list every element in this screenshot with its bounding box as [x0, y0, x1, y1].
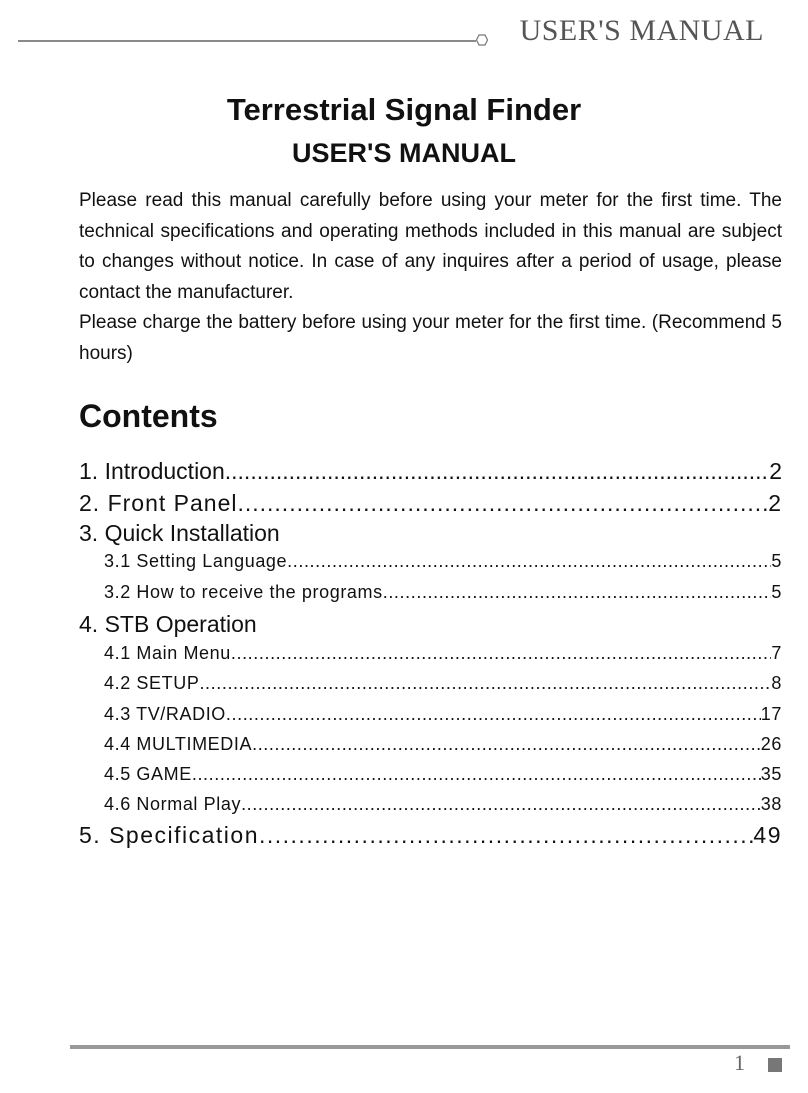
toc-page: 26	[760, 734, 782, 754]
header-rule	[18, 40, 476, 42]
contents-heading: Contents	[79, 398, 218, 434]
toc-entry[interactable]	[79, 673, 782, 694]
toc-page: 2	[769, 458, 782, 484]
document-subtitle: USER'S MANUAL	[292, 138, 516, 168]
toc-page: 8	[771, 673, 782, 693]
toc-section-heading[interactable]: 4. STB Operation	[79, 611, 257, 637]
toc-page: 35	[760, 764, 782, 784]
toc-page: 5	[771, 582, 782, 602]
toc-label: 4.2 SETUP	[104, 673, 200, 693]
toc-label: 4.4 MULTIMEDIA	[104, 734, 253, 754]
intro-text	[79, 186, 782, 369]
toc-label: 5. Specification	[79, 822, 259, 848]
toc-label: 4.3 TV/RADIO	[104, 704, 226, 724]
toc-label: 3.1 Setting Language	[104, 551, 288, 571]
toc-page: 2	[768, 490, 782, 516]
header-title: USER'S MANUAL	[519, 14, 764, 47]
footer-rule	[70, 1045, 790, 1049]
toc-section-heading[interactable]: 3. Quick Installation	[79, 520, 280, 546]
toc-entry[interactable]	[79, 704, 782, 725]
page-number: 1	[734, 1050, 745, 1075]
toc-label: 4.6 Normal Play	[104, 794, 242, 814]
intro-paragraph-2: Please charge the battery before using your meter for the first time. (Recommend 5 hours)	[79, 312, 782, 364]
toc-label: 3.2 How to receive the programs	[104, 582, 383, 602]
toc-page: 5	[771, 551, 782, 571]
toc-entry[interactable]	[79, 734, 782, 755]
toc-entry[interactable]	[79, 458, 782, 485]
toc-entry[interactable]	[79, 582, 782, 603]
toc-label: 2. Front Panel	[79, 490, 238, 516]
toc-label: 1. Introduction	[79, 458, 225, 484]
toc-page: 7	[771, 643, 782, 663]
toc-page: 49	[753, 822, 782, 848]
toc-page: 38	[760, 794, 782, 814]
toc-label: 4.1 Main Menu	[104, 643, 231, 663]
toc-entry[interactable]	[79, 643, 782, 664]
hexagon-icon	[476, 34, 488, 46]
intro-paragraph-1: Please read this manual carefully before using your meter for the first time. The technical specifications and operating methods included in this manual are subject to changes without notice. In case of any inquires after a period of usage, please contact the manufacturer.	[79, 190, 782, 303]
toc-entry[interactable]	[79, 551, 782, 572]
toc-label: 4.5 GAME	[104, 764, 192, 784]
toc-entry[interactable]	[79, 764, 782, 785]
square-icon	[768, 1058, 782, 1072]
document-title: Terrestrial Signal Finder	[226, 92, 582, 127]
toc-entry[interactable]	[79, 490, 782, 517]
toc-page: 17	[760, 704, 782, 724]
toc-entry[interactable]	[79, 794, 782, 815]
toc-entry[interactable]	[79, 822, 782, 849]
